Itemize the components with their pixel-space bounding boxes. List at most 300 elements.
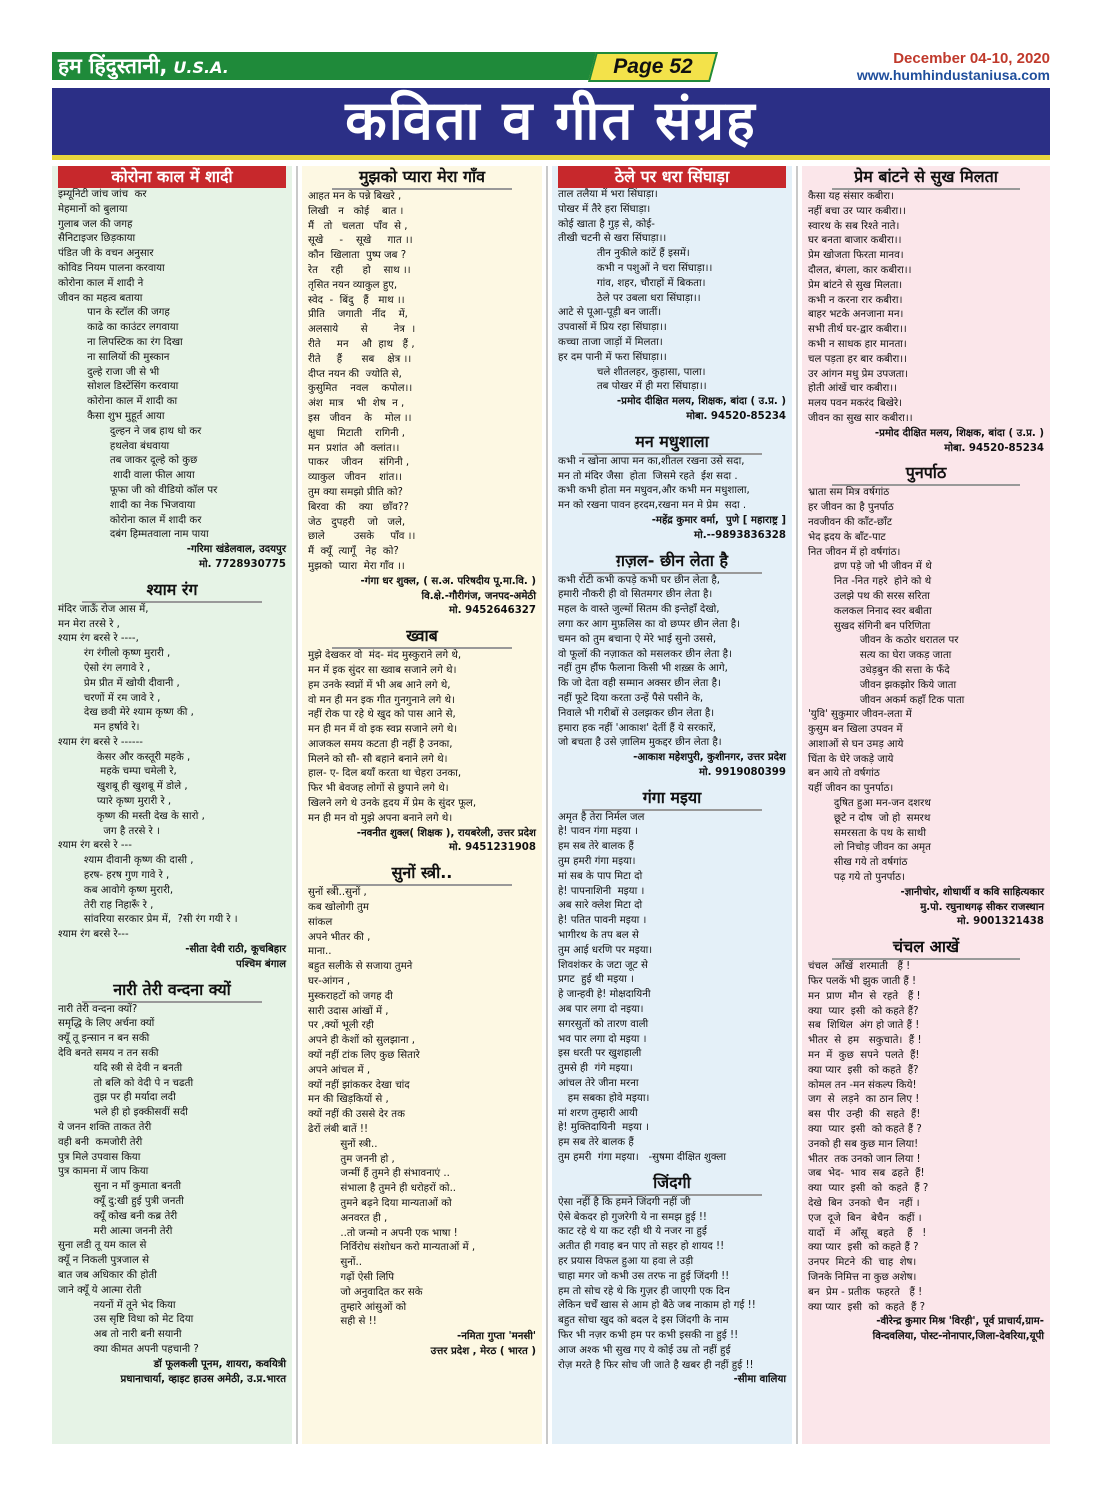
poem-line: गांव, शहर, चौराहों में बिकता। [558,277,706,289]
poem-line: कच्चा ताजा जाड़ों में मिलता। [558,336,663,348]
poem-body [552,574,792,752]
poem-line: हम सब तेरे बालक हैं [558,841,634,853]
poem-line: क्यों नहीं की उससे देर तक [308,1109,405,1121]
poem-line: श्याम रंग बरसे रे --- [58,840,132,852]
poem-line: अमृत है तेरा निर्मल जल [558,811,645,823]
poem-line: सुनों स्त्री.. [308,1138,378,1150]
author-line: -आकाश महेशपुरी, कुशीनगर, उत्तर प्रदेश [633,752,786,764]
poem-line: बाहर भटके अनजाना मन। [808,309,904,321]
poem-line: रोज़ मरते है फिर सोच जी जाते है खबर ही नहीं हुई !! [558,1359,754,1371]
poem-line: उपवासों में प्रिय रहा सिंघाड़ा।। [558,322,667,334]
column-1 [52,166,292,1444]
poem-line: मन तो मंदिर जैसा होता जिसमे रहते ईश सदा . [558,470,738,482]
author-line: मोबा. 94520-85234 [944,442,1044,454]
poem-line: हे! मुक्तिदायिनी मइया । [558,1122,649,1134]
poem-line: प्रगट हुई थी मइया । [558,974,634,986]
poem-line: लो निचोड़ जीवन का अमृत [808,842,931,854]
poem-line: तुम आई धरणि पर मइया। [558,944,653,956]
poem-line: पंडित जी के वचन अनुसार [58,248,154,260]
poem-line: कोई खाता है गुड़ से, कोई- [558,218,655,230]
brand-suffix: U.S.A. [173,58,229,77]
poem-author [52,1358,292,1388]
poem-line: फूफा जी को वीडियो कॉल पर [58,484,218,496]
poem-line: इस जीवन के मोल ।। [308,412,412,424]
poem-line: रेत रही हो साथ ।। [308,264,411,276]
poem-line: भेद ह्रदय के बाँट-पाट [808,531,886,543]
poem-line: निर्विरोध संशोधन करो मान्यताओं में , [308,1242,476,1254]
poem-line: जो अनुवादित कर सके [308,1286,423,1298]
column-3 [552,166,792,1444]
poem-title: नारी तेरी वन्दना क्यों [82,979,262,1003]
poem-line: क्यों नहीं झांककर देखा चांद [308,1079,410,1091]
poem-line: अब पार लगा दो नइया। [558,1004,644,1016]
poem-line: आटे से पूआ-पूड़ी बन जातीं। [558,307,662,319]
poem-line: यहीं जीवन का पुनर्पाठ। [808,783,894,795]
poem-body [802,486,1050,886]
poem-line: शादी वाला फील आया [58,470,195,482]
poem-line: कृष्ण की मस्ती देख के सारो , [58,810,205,822]
author-line: -गरिमा खंडेलवाल, उदयपुर [186,544,286,556]
poem-line: मन को रखना पावन हरदम,रखना मन मे प्रेम सदा . [558,500,747,512]
poem-line: मन की खिड़कियों से , [308,1094,389,1106]
poem-line: घर बनता बाजार कबीरा।। [808,235,902,247]
poem-line: भव पार लगा दो मइया । [558,1033,647,1045]
poem-line: पर ,क्यों भूली रही [308,1020,374,1032]
poem-line: शिवशंकर के जटा जूट से [558,959,648,971]
poem-line: नहीं फूटे दिया करता उन्हें पैसे पसीने के, [558,692,704,704]
poem-line: जीवन अकर्म कहाँ टिक पाता [808,694,965,706]
poem-line: तुम हमरी गंगा मइया। -सुषमा दीक्षित शुक्ला [558,1152,726,1164]
poem-line: जीवन का महत्व बताया [58,292,143,304]
poem-line: बहुत सोचा खुद को बदल दे इस जिंदगी के नाम [558,1315,729,1327]
poem-line: सुना न माँ कुमाता बनती [58,1181,182,1193]
poem-line: लिखी न कोई बात । [308,205,404,217]
poem-line: जीवन के कठोर धरातल पर [808,635,959,647]
poem-line: हाल- ए- दिल बयाँ करता था चेहरा उनका, [308,768,462,780]
poem-line: कभी न खोना आपा मन का,शीतल रखना उसे सदा, [558,455,745,467]
poem-title: मुझको प्यारा मेरा गाँव [332,166,512,190]
poem-line: वो मन ही मन इक गीत गुनगुनाने लगे थे। [308,694,455,706]
poem-line: हम उनके स्वप्नों में भी अब आने लगे थे, [308,679,451,691]
poem-line: बहुत सलीके से सजाया तुमने [308,961,413,973]
poem-line: तब पोखर में ही मरा सिंघाड़ा।। [558,381,707,393]
poem-line: मलय पवन मकरंद बिखेरे। [808,398,903,410]
poem-line: पढ़ गये तो पुनर्पाठ। [808,872,905,884]
poem-line: कोरोना काल में शादी ने [58,277,144,289]
poem-line: अपने ही केशों को सुलझाना , [308,1035,415,1047]
poem-gap [552,1388,792,1394]
poem-body [52,1003,292,1358]
poem-line: ना सालियों की मुस्कान [58,351,170,363]
poem-line: भागीरथ के तप बल से [558,930,639,942]
issue-date: December 04-10, 2020 [893,50,1050,67]
poem-line: क्या प्यार इसी को कहते हैं ? [808,1183,929,1195]
masthead [52,52,1050,82]
poem-line: छूटे न दोष जो हो समरथ [808,812,931,824]
poem-line: बन आये तो वर्षगांठ [808,768,880,780]
poem-line: घर-आंगन , [308,976,351,988]
poem-line: सोशल डिस्टेंसिंग करवाया [58,381,179,393]
poem-title: मन मधुशाला [582,431,762,455]
poem-line: भ्राता सम मित्र वर्षगांठ [808,487,890,499]
poem-line: मिलने को सौ- सौ बहाने बनाने लगे थे। [308,753,448,765]
poem-line: कभी न करना रार कबीरा। [808,294,903,306]
poem-line: दबंग हिम्मतवाला नाम पाया [58,529,209,541]
poem-line: हमारी नौकरी ही वो सितमगर छीन लेता है। [558,589,713,601]
poem-line: तुम जननी हो , [308,1153,395,1165]
poem-line: हे! पावन गंगा मइया । [558,826,638,838]
poem-line: रीते मन औ हाथ हैं , [308,338,415,350]
poem-line: जो बचता है उसे ज़ालिम मुकद्दर छीन लेता है। [558,737,722,749]
poem-line: गुलाब जल की जगह [58,218,133,230]
poem-line: ऐसे बेकदर हो गुजरेगी ये ना समझ हुई !! [558,1211,707,1223]
page-number: Page 52 [613,55,693,78]
poem-line: क्यूँ न निकली पुत्रजाल से [58,1255,150,1267]
poem-line: पुत्र कामना में जाप किया [58,1166,149,1178]
author-line: मो. 9001321438 [956,916,1044,928]
author-line: मो. 7728930775 [198,558,286,570]
poem-line: कब आवोगे कृष्ण मुरारी, [58,884,174,896]
poem-line: यादों में आँसू बहते हैं ! [808,1227,927,1239]
poem-line: भीतर से हम सकुचाते। हैं ! [808,1035,922,1047]
poem-line: प्रेम खोजता फिरता मानव। [808,250,904,262]
poem-line: कि जो देता वही सम्मान अक्सर छीन लेता है। [558,678,721,690]
poem-line: ऐसा नहीं है कि हमने जिंदगी नहीं जी [558,1196,691,1208]
poem-line: तुम क्या समझो प्रीति को? [308,486,403,498]
poem-line: काढे का काउंटर लगवाया [58,322,179,334]
poem-line: उलझे पथ की सरस सरिता [808,590,930,602]
author-line: -नवनीत शुक्ल( शिक्षक ), रायबरेली, उत्तर प्रदेश [356,827,536,839]
author-line: मो. 9452646327 [448,605,536,617]
poem-line: अंश मात्र भी शेष न , [308,398,405,410]
poem-line: खिलने लगे थे उनके हृदय में प्रेम के सुंदर फूल, [308,798,477,810]
poem-line: पुत्र मिले उपवास किया [58,1151,141,1163]
poem-line: चमन को तुम बचाना ऐ मेरे भाई सुनो उससे, [558,633,717,645]
poem-gap [52,1387,292,1393]
column-divider [546,166,548,1444]
poem-title: ख्वाब [332,625,512,649]
poem-body [552,188,792,395]
poem-line: संभाला है तुमने ही धरोहरों को.. [308,1183,457,1195]
brand-bar [52,52,597,80]
poem-line: रंग रंगीलो कृष्ण मुरारी , [58,648,171,660]
poem-line: मन ही मन वो मुझे अपना बनाने लगे थे। [308,812,453,824]
poem-author [302,827,542,857]
poem-line: देखे बिन उनको चैन नहीं । [808,1198,920,1209]
author-line: -नमिता गुप्ता 'मनसी' [457,1331,536,1343]
poem-line: हरष- हरष गुण गावे रे , [58,870,170,882]
poem-line: क्या प्यार इसी को कहते हैं ? [808,1301,926,1313]
author-line: -वीरेन्द्र कुमार मिश्र 'विरही', पूर्व प्राचार्य,ग्राम- [876,1316,1044,1328]
poem-line: जीवन झकझोर किये जाता [808,679,957,691]
poem-line: खुशबू ही खुशबू में डोले , [58,781,188,793]
poem-line: अलसाये से नेत्र । [308,324,416,336]
author-line: पश्चिम बंगाल [236,958,286,970]
poem-title: जिंदगी [582,1172,762,1196]
poem-line: जन्मीं हैं तुमने ही संभावनाएं .. [308,1168,450,1180]
poem-line: अब तो नारी बनी सयानी [58,1329,182,1341]
poem-line: क्या कीमत अपनी पहचानी ? [58,1343,199,1355]
brand-name: हम हिंदुस्तानी, [58,54,168,78]
poem-line: क्या प्यार इसी को कहते हैं? [808,1064,919,1076]
poem-line: मरी आत्मा जननी तेरी [58,1225,173,1237]
poem-line: तुमसे ही गंगे मइया। [558,1063,633,1075]
poem-line: सुना लडी तू यम काल से [58,1240,147,1252]
poem-line: सीख गये तो वर्षगांठ [808,857,908,869]
poem-line: नहीं बचा उर प्यार कबीरा।। [808,205,906,217]
poem-title: ठेले पर धरा सिंघाड़ा [558,166,786,188]
poem-line: क्यूँ दु:खी हुई पुत्री जनती [58,1196,184,1207]
poem-line: हथलेवा बंधवाया [58,440,170,452]
author-line: मोबा. 94520-85234 [686,410,786,422]
poem-line: आशाओं से घन उमड़ आये [808,738,904,750]
poem-line: चरणों में रम जावे रे , [58,692,161,704]
poem-line: एज दूजे बिन बेचैन कहीं । [808,1212,922,1224]
author-line: मो.--9893836328 [694,529,786,541]
poem-line: सुनों स्त्री..सुनों , [308,887,367,899]
poem-line: श्याम रंग बरसे रे--- [58,929,129,941]
poem-line: हम तो सोच रहे थे कि गुज़र ही जाएगी एक दिन [558,1285,730,1297]
poem-line: हम सबका होवे मइया। [558,1092,650,1104]
poem-line: तुम्हारे आंसुओं को [308,1301,407,1313]
poem-line: तब जाकर दूल्हे को कुछ [58,455,198,467]
author-line: -गंगा धर शुक्ल, ( स.अ. परिषदीय पू.मा.वि. ) [360,575,536,587]
poem-line: कैसा शुभ मुहूर्त आया [58,410,165,422]
poem-line: ठेले पर उबला धरा सिंघाड़ा।। [558,292,701,304]
poem-line: मन में इक सुंदर सा ख्वाब सजाने लगे थे। [308,664,457,676]
poem-gap [802,1345,1050,1351]
poem-line: हर जीवन का है पुनर्पाठ [808,502,894,514]
poem-line: पाकर जीवन संगिनी , [308,457,410,469]
poem-line: वो फूलों की नज़ाकत को मसलकर छीन लेता है। [558,648,732,660]
poem-line: देख छवी मेरे श्याम कृष्ण की , [58,707,194,719]
poem-line: प्यारे कृष्ण मुरारी रे , [58,796,172,808]
poem-line: पोखर में तैरे हरा सिंघाड़ा। [558,203,651,215]
author-line: मो. 9919080399 [698,766,786,778]
poem-line: सूखे - सूखे गात ।। [308,235,413,247]
poem-line: स्वारथ के सब रिश्ते नाते। [808,220,900,232]
poem-line: सांकल [308,916,333,928]
poem-line: मेहमानों को बुलाया [58,203,128,215]
poem-line: छाले उसके पाँव ।। [308,531,416,543]
poem-line: कब खोलोगी तुम [308,902,369,914]
author-line: -प्रमोद दीक्षित मलय, शिक्षक, बांदा ( उ.प्र. ) [616,396,786,408]
poem-line: हे! पतित पावनी मइया । [558,915,647,927]
poem-title: श्याम रंग [82,579,262,603]
poem-line: सुखद संगिनी बन परिणिता [808,620,931,632]
poem-body [802,190,1050,427]
poem-line: जाने क्यूँ ये आत्मा रोती [58,1284,142,1296]
poem-line: तुम हमरी गंगा मइया। [558,856,636,868]
poem-line: मां सब के पाप मिटा दो [558,870,643,882]
poem-body [802,960,1050,1315]
column-divider [296,166,298,1444]
poem-line: मैं तो चलता पाँव से , [308,220,408,232]
poem-author [552,751,792,781]
poem-line: अब सारे क्लेश मिटा दो [558,900,643,912]
poem-line: दुल्हन ने जब हाथ धो कर [58,425,202,437]
poem-author [802,886,1050,930]
poem-line: हम सब तेरे बालक हैं [558,1137,634,1149]
poem-author [552,395,792,425]
poem-line: जब भेद- भाव सब ढहते हैं! [808,1168,925,1180]
poem-line: कभी रोटी कभी कपड़े कभी घर छीन लेता है, [558,574,721,586]
poem-line: आजकल समय कटता ही नहीं है उनका, [308,738,453,750]
author-line: मु.पो. रघुनाथगढ़ सीकर राजस्थान [920,901,1044,913]
section-banner: कविता व गीत संग्रह [52,88,1050,160]
poem-title: चंचल आखें [832,936,1020,960]
poem-line: कोरोना काल में शादी का [58,396,178,408]
poem-line: काट रहे थे या कट रही थी ये नजर ना हुई [558,1226,707,1238]
poem-line: हर प्रयास विफल हुआ या हवा ले उड़ी [558,1256,694,1267]
poem-body [302,649,542,827]
poem-line: सभी तीर्थ घर-द्वार कबीरा।। [808,324,907,336]
poem-line: समरसता के पथ के साथी [808,827,926,839]
issue-info [720,50,1050,84]
poem-title: प्रेम बांटने से सुख मिलता [832,166,1020,190]
poem-line: ऐसो रंग लगावे रे , [58,662,151,674]
poem-line: लेकिन चर्चें खास से आम हो बैठे जब नाकाम हो गई !! [558,1300,756,1312]
poem-line: तुमने बढ़ने दिया मान्यताओं को [308,1198,452,1209]
poem-line: नवजीवन की काँट-छाँट [808,516,892,528]
poem-line: सारी उदास आंखों में , [308,1005,389,1017]
poem-line: आज अश्क भी सुख गए ये कोई उम्र तो नहीं हुई [558,1344,731,1356]
poem-line: निवाले भी गरीबों से उलझकर छीन लेता है। [558,707,715,719]
poem-title: पुनर्पाठ [832,462,1020,486]
poem-line: मन प्राण मौन से रहते हैं ! [808,990,921,1002]
poem-line: मुस्कराहटों को जगह दी [308,990,393,1002]
poem-line: चंचल आँखें शरमाती हैं ! [808,961,911,973]
poem-line: महल के वास्ते जुल्मों सितम की इन्तेहाँ देखो, [558,604,720,616]
poem-line: वही बनी कमजोरी तेरी [58,1136,143,1148]
poem-line: मन मेरा तरसे रे , [58,618,120,630]
poem-title: कोरोना काल में शादी [58,166,286,188]
poem-line: क्या प्यार इसी को कहते हैं ? [808,1124,922,1136]
poem-body [552,1196,792,1374]
poem-author [302,575,542,619]
poem-line: नहीं तुम हौंफ फैलाना किसी भी शख़्स के आगे, [558,663,728,675]
author-line: वि.क्षे.-गौरीगंज, जनपद-अमेठी [421,590,536,602]
poem-line: सही से !! [308,1316,377,1328]
poem-author [552,514,792,544]
poem-line: ..तो जन्मो न अपनी एक भाषा ! [308,1227,458,1239]
poem-line: ताल तलैया में भरा सिंघाड़ा। [558,189,658,200]
poem-line: भीतर तक उनको जान लिया ! [808,1153,921,1165]
poem-line: कोरोना काल में शादी कर [58,514,202,526]
poem-line: शादी का नेक भिजवाया [58,499,196,511]
poem-line: नित -नित गहरे होने को थे [808,576,932,588]
author-line: -प्रमोद दीक्षित मलय, शिक्षक, बांदा ( उ.प्र. ) [874,427,1044,439]
poem-line: कभी न साधक हार मानता। [808,338,907,350]
poem-line: अपने भीतर की , [308,931,371,943]
poem-line: उर आंगन मधु प्रेम उपजता। [808,368,908,380]
poem-line: तीन नुकीले कांटें हैं इसमें। [558,248,690,260]
poem-body [302,886,542,1330]
poem-line: जग है तरसे रे । [58,825,160,837]
poem-line: गढ़ों ऐसी लिपि [308,1271,395,1283]
poem-line: माना.. [308,946,332,958]
poem-line: मंदिर जाऊँ रोज आस में, [58,603,149,615]
column-2 [302,166,542,1444]
poem-line: चल पड़ता हर बार कबीरा।। [808,353,908,365]
poem-line: प्रीति जगाती नींद में, [308,309,408,321]
poem-line: प्रेम बांटने से सुख मिलता। [808,279,903,291]
poem-line: ढेरों लंबी बातें !! [308,1124,369,1136]
poem-line: अतीत ही गवाह बन पाए तो सहर हो शायद !! [558,1241,725,1253]
poem-line: देवि बनते समय न तन सकी [58,1048,159,1060]
poem-line: बात जब अधिकार की होती [58,1269,157,1281]
poem-body [552,811,792,1166]
poem-line: क्या प्यार इसी को कहते हैं? [808,1005,919,1017]
poem-line: दीप्त नयन की ज्योति से, [308,368,402,380]
poem-author [302,1330,542,1360]
poem-line: कुसुम बन खिला उपवन में [808,724,903,736]
poem-line: प्रेम प्रीत में खोयी दीवानी , [58,677,180,689]
poem-line: क्षुधा मिटाती रागिनी , [308,427,406,439]
poem-line: जग से लड़ने का ठान लिए ! [808,1094,920,1106]
poem-line: सांवरिया सरकार प्रेम में, ?सी रंग गयी रे । [58,914,238,926]
poem-line: कलकल निनाद स्वर बबीता [808,605,932,617]
poem-line: तेरी राह निहारूँ रे , [58,899,154,911]
poem-line: आंचल तेरे जीना मरना [558,1078,639,1090]
poem-line: भले ही हो इक्कीसवीं सदी [58,1107,188,1119]
poem-line: रीते हैं सब क्षेत्र ।। [308,353,412,365]
poem-line: इस धरती पर खुशहाली [558,1048,642,1060]
poem-line: नहीं रोक पा रहे थे खुद को पास आने से, [308,709,456,721]
poem-line: चिंता के घेरे जकड़े जाये [808,753,894,765]
website-url[interactable]: www.humhindustaniusa.com [856,67,1050,83]
poem-author [52,543,292,573]
poem-line: स्वेद - बिंदु हैं माथ ।। [308,294,405,306]
poem-line: लगा कर आग मुफ़लिस का वो छप्पर छीन लेता है। [558,618,740,630]
poem-line: श्याम रंग बरसे रे ------ [58,736,143,748]
poem-line: अपने आंचल में , [308,1064,371,1076]
poem-line: 'युवि' सुकुमार जीवन-लता में [808,709,912,721]
poem-line: बिरवा की क्या छाँव?? [308,501,409,513]
poem-line: कुसुमित नवल कपोल।। [308,383,413,395]
poem-line: उनपर मिटने की चाह शेष। [808,1257,917,1269]
poem-line: आहत मन के पन्ने बिखरे , [308,191,402,202]
poem-line: सत्य का घेरा जकड़ जाता [808,650,952,662]
poem-line: होती आंखें चार कबीरा।। [808,383,898,395]
poem-line: उधेड़बुन की सत्ता के फँदे [808,664,950,676]
poem-line: व्रण पड़े जो भी जीवन में थे [808,561,932,573]
author-line: प्रधानाचार्या, व्हाइट हाउस अमेठी, उ.प्र.भारत [120,1373,286,1385]
poem-line: कोविड नियम पालना करवाया [58,262,165,274]
author-line: डॉ फूलकली पूनम, शायरा, कवयित्री [153,1358,286,1370]
poem-line: मन प्रशांत औ क्लांत।। [308,442,400,454]
poem-line: क्यूँ कोख बनी कब्र तेरी [58,1210,178,1222]
poem-line: सगरसुतों को तारण वाली [558,1018,649,1030]
poem-author [52,943,292,973]
poem-body [302,190,542,575]
column-4 [802,166,1050,1444]
poem-line: मन हर्षावे रे। [58,722,140,734]
poem-line: दौलत, बंगला, कार कबीरा।। [808,264,912,276]
poem-line: मां शरण तुम्हारी आयी [558,1107,638,1119]
poem-line: क्या प्यार इसी को कहते हैं ? [808,1242,919,1254]
poem-line: तीखी चटनी से खरा सिंघाड़ा।। [558,233,667,245]
poem-title: ग़ज़ल- छीन लेता है [582,550,762,574]
poem-line: नारी तेरी वन्दना क्यों? [58,1003,138,1015]
poem-line: सब शिथिल अंग हो जाते हैं ! [808,1020,920,1032]
poem-line: उस सृष्टि विधा को मेट दिया [58,1314,194,1326]
poem-author [802,427,1050,457]
poem-line: मैं क्यूँ त्यागूँ नेह को? [308,546,399,558]
poem-line: बन प्रेम - प्रतीक फहरते हैं ! [808,1286,923,1298]
poem-line: सुनों.. [308,1257,363,1269]
poem-author [802,1315,1050,1345]
